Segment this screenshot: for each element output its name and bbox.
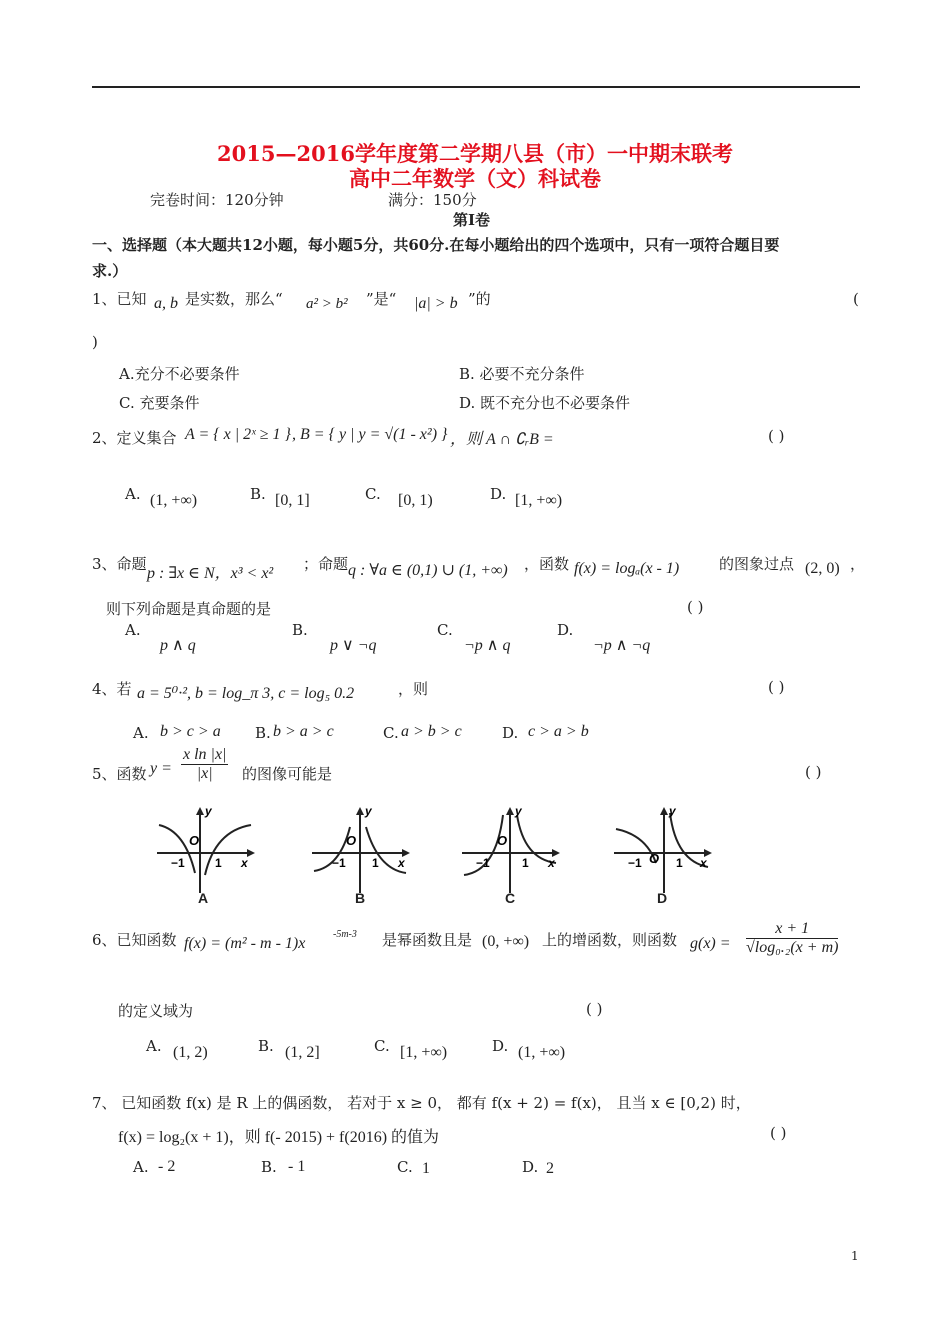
q5-denominator: |x| bbox=[196, 765, 213, 782]
graph-a-tick-neg: −1 bbox=[171, 856, 185, 870]
q1-expr1: a² > b² bbox=[306, 296, 348, 312]
q6-g: g(x) = bbox=[690, 935, 731, 952]
graph-b-origin: O bbox=[346, 833, 357, 848]
q6-option-d: (1, +∞) bbox=[518, 1044, 566, 1061]
graph-d-tick-pos: 1 bbox=[676, 856, 683, 870]
q2-option-a: (1, +∞) bbox=[150, 492, 198, 509]
q3-p: p : ∃x ∈ N，x³ < x² bbox=[147, 565, 274, 582]
q3-option-b: p ∨ ¬q bbox=[330, 637, 377, 654]
q6-f: f(x) = (m² - m - 1)x bbox=[184, 935, 306, 952]
graph-a-x-label: x bbox=[241, 856, 248, 870]
q6-text2: 上的增函数，则函数 bbox=[542, 931, 678, 949]
q2-option-b-letter: B. bbox=[250, 485, 266, 503]
q4-expr: a = 5⁰·², b = log_π 3, c = log₅ 0.2 bbox=[137, 685, 355, 702]
q7-option-b: - 1 bbox=[288, 1158, 306, 1175]
graph-c-origin: O bbox=[497, 833, 508, 848]
exam-title: 2015—2016学年度第二学期八县（市）一中期末联考 bbox=[217, 141, 733, 166]
q6-option-b-letter: B. bbox=[258, 1037, 274, 1055]
q3-option-b-letter: B. bbox=[292, 621, 308, 639]
q6-paren: ( ) bbox=[586, 1000, 603, 1018]
graph-c-tick-neg: −1 bbox=[476, 856, 490, 870]
graph-b-x-label: x bbox=[398, 856, 405, 870]
q7-option-d-letter: D. bbox=[522, 1158, 539, 1176]
q7-option-c: 1 bbox=[422, 1160, 430, 1177]
q7-option-a: - 2 bbox=[158, 1158, 176, 1175]
q6-option-d-letter: D. bbox=[492, 1037, 509, 1055]
q1-option-c: C. 充要条件 bbox=[119, 394, 200, 412]
q2-option-c-letter: C. bbox=[365, 485, 381, 503]
q5-paren: ( ) bbox=[805, 763, 822, 781]
section-heading-cont: 求.） bbox=[92, 262, 128, 280]
q6-option-a-letter: A. bbox=[146, 1037, 162, 1055]
graph-c bbox=[460, 805, 565, 895]
page-number: 1 bbox=[851, 1249, 859, 1263]
q6-option-c: [1, +∞) bbox=[400, 1044, 448, 1061]
time-label: 完卷时间：120分钟 bbox=[150, 191, 284, 209]
q1-text3: ”的 bbox=[468, 290, 491, 308]
q3-option-d-letter: D. bbox=[557, 621, 574, 639]
q3-option-c: ¬p ∧ q bbox=[464, 637, 511, 654]
q6-g-numerator: x + 1 bbox=[746, 920, 838, 939]
q6-g-denominator: √log₀.₂(x + m) bbox=[746, 939, 839, 956]
q4-option-a: b > c > a bbox=[160, 723, 221, 740]
q4-number: 4、若 bbox=[92, 680, 132, 698]
q3-comma: ， bbox=[850, 555, 866, 573]
q7-option-d: 2 bbox=[546, 1160, 554, 1177]
q2-option-c: [0, 1) bbox=[398, 492, 433, 509]
q4-option-d: c > a > b bbox=[528, 723, 589, 740]
q5-fraction bbox=[181, 746, 228, 783]
q3-paren: ( ) bbox=[687, 598, 704, 616]
q7-line1: 7、 已知函数 f(x) 是 R 上的偶函数， 若对于 x ≥ 0， 都有 f(x + 2) = f(x)， 且当 x ∈ [0,2) 时， bbox=[92, 1094, 751, 1112]
q6-question: 的定义域为 bbox=[118, 1002, 194, 1020]
q3-mid: ；命题 bbox=[303, 555, 349, 573]
q7-option-b-letter: B. bbox=[261, 1158, 277, 1176]
q1-text1: 是实数，那么“ bbox=[185, 290, 283, 308]
q3-tail: 的图象过点 bbox=[719, 555, 795, 573]
q6-option-a: (1, 2) bbox=[173, 1044, 208, 1061]
q1-text2: ”是“ bbox=[366, 290, 397, 308]
q5-lhs: y = bbox=[150, 760, 172, 777]
q6-option-c-letter: C. bbox=[374, 1037, 390, 1055]
graph-d-origin: O bbox=[649, 851, 660, 866]
q5-tail: 的图像可能是 bbox=[242, 765, 333, 783]
graph-a-label: A bbox=[198, 890, 209, 906]
q3-option-d: ¬p ∧ ¬q bbox=[593, 637, 651, 654]
q6-number: 6、已知函数 bbox=[92, 931, 177, 949]
q2-option-a-letter: A. bbox=[125, 485, 141, 503]
graph-b-tick-pos: 1 bbox=[372, 856, 379, 870]
q7-line2: f(x) = log₂(x + 1)，则 f(- 2015) + f(2016) 的值为 bbox=[118, 1129, 440, 1146]
q1-number: 1、已知 bbox=[92, 290, 147, 308]
graph-d-y-label: y bbox=[669, 805, 676, 818]
q6-g-fraction bbox=[746, 920, 838, 957]
q3-text: ，函数 bbox=[524, 555, 570, 573]
q6-text: 是幂函数且是 bbox=[382, 931, 473, 949]
graph-d bbox=[612, 805, 717, 895]
q6-option-b: (1, 2] bbox=[285, 1044, 320, 1061]
q3-point: (2, 0) bbox=[805, 560, 840, 577]
q2-option-b: [0, 1] bbox=[275, 492, 310, 509]
q7-option-c-letter: C. bbox=[397, 1158, 413, 1176]
graph-a-tick-pos: 1 bbox=[215, 856, 222, 870]
q3-q: q : ∀a ∈ (0,1) ∪ (1, +∞) bbox=[348, 562, 508, 579]
q2-set-a: A = { x | 2ˣ ≥ 1 } bbox=[185, 426, 291, 443]
q6-exponent: -5m-3 bbox=[333, 929, 357, 940]
graph-b-y-label: y bbox=[365, 805, 372, 818]
q1-option-d: D. 既不充分也不必要条件 bbox=[459, 394, 631, 412]
header-rule bbox=[92, 86, 860, 88]
graph-d-tick-neg: −1 bbox=[628, 856, 642, 870]
section-heading: 一、选择题（本大题共12小题，每小题5分，共60分.在每小题给出的四个选项中，只有一项符合题目要 bbox=[92, 236, 780, 254]
q4-option-c-letter: C. bbox=[383, 724, 399, 742]
q2-tail: ，则 A ∩ ∁ᵣB = bbox=[450, 431, 554, 448]
q2-set-b: , B = { y | y = √(1 - x²) } bbox=[292, 426, 448, 443]
graph-c-y-label: y bbox=[515, 805, 522, 818]
q1-option-b: B. 必要不充分条件 bbox=[459, 365, 585, 383]
q3-question: 则下列命题是真命题的是 bbox=[106, 600, 272, 618]
q3-option-a-letter: A. bbox=[125, 621, 141, 639]
q4-option-a-letter: A. bbox=[133, 724, 149, 742]
volume-label: 第Ⅰ卷 bbox=[453, 211, 491, 229]
graph-a bbox=[155, 805, 260, 895]
graph-a-origin: O bbox=[189, 833, 200, 848]
q4-paren: ( ) bbox=[768, 678, 785, 696]
q4-option-d-letter: D. bbox=[502, 724, 519, 742]
graph-d-x-label: x bbox=[700, 856, 707, 870]
q5-number: 5、函数 bbox=[92, 765, 147, 783]
q1-paren-open: ( bbox=[853, 290, 859, 308]
q2-paren: ( ) bbox=[768, 427, 785, 445]
graph-b bbox=[310, 805, 415, 895]
q2-number: 2、定义集合 bbox=[92, 429, 177, 447]
q1-expr2: |a| > b bbox=[414, 295, 458, 312]
q3-f: f(x) = logₐ(x - 1) bbox=[574, 560, 680, 577]
score-label: 满分：150分 bbox=[388, 191, 477, 209]
graph-c-tick-pos: 1 bbox=[522, 856, 529, 870]
q6-interval: (0, +∞) bbox=[482, 933, 530, 950]
graph-c-x-label: x bbox=[548, 856, 555, 870]
q5-numerator: x ln |x| bbox=[183, 746, 227, 763]
graph-a-y-label: y bbox=[205, 805, 212, 818]
q3-option-c-letter: C. bbox=[437, 621, 453, 639]
q4-tail: ，则 bbox=[398, 680, 429, 698]
q2-option-d: [1, +∞) bbox=[515, 492, 563, 509]
graph-b-label: B bbox=[355, 890, 366, 906]
q1-paren-close: ) bbox=[92, 333, 98, 351]
q7-option-a-letter: A. bbox=[133, 1158, 149, 1176]
q2-option-d-letter: D. bbox=[490, 485, 507, 503]
q3-option-a: p ∧ q bbox=[160, 637, 196, 654]
graph-b-tick-neg: −1 bbox=[332, 856, 346, 870]
q4-option-c: a > b > c bbox=[401, 723, 462, 740]
q3-number: 3、命题 bbox=[92, 555, 147, 573]
q4-option-b: b > a > c bbox=[273, 723, 334, 740]
q1-vars: a, b bbox=[154, 295, 178, 312]
q4-option-b-letter: B. bbox=[255, 724, 271, 742]
q7-paren: ( ) bbox=[770, 1124, 787, 1142]
graph-d-label: D bbox=[657, 890, 668, 906]
graph-c-label: C bbox=[505, 890, 516, 906]
q1-option-a: A.充分不必要条件 bbox=[119, 365, 240, 383]
exam-subtitle: 高中二年数学（文）科试卷 bbox=[349, 166, 601, 191]
